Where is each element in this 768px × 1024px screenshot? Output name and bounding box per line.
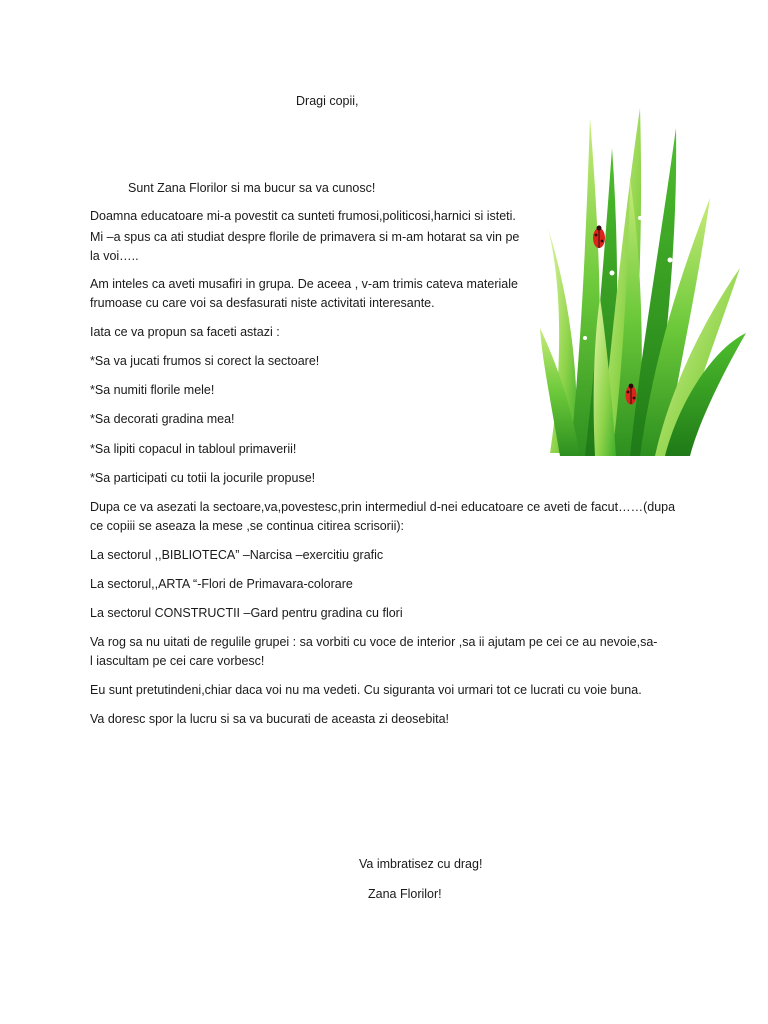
paragraph-line: Va doresc spor la lucru si sa va bucurati de aceasta zi deosebita!	[90, 712, 449, 726]
paragraph-line: Eu sunt pretutindeni,chiar daca voi nu ma vedeti. Cu siguranta voi urmari tot ce lucrati cu voie buna.	[90, 683, 642, 697]
sector-item: La sectorul,,ARTA “-Flori de Primavara-colorare	[90, 577, 353, 591]
signature: Zana Florilor!	[368, 887, 442, 901]
greeting: Dragi copii,	[296, 94, 359, 108]
paragraph-line: la voi…..	[90, 249, 139, 263]
paragraph-line: Iata ce va propun sa faceti astazi :	[90, 325, 280, 339]
sector-item: La sectorul CONSTRUCTII –Gard pentru gradina cu flori	[90, 606, 403, 620]
grass-with-ladybugs-icon	[540, 98, 746, 458]
task-item: *Sa participati cu totii la jocurile propuse!	[90, 471, 316, 485]
intro-line: Sunt Zana Florilor si ma bucur sa va cunosc!	[128, 181, 376, 195]
task-item: *Sa lipiti copacul in tabloul primaverii!	[90, 442, 297, 456]
paragraph-line: Mi –a spus ca ati studiat despre florile de primavera si m-am hotarat sa vin pe	[90, 230, 520, 244]
task-item: *Sa va jucati frumos si corect la sectoare!	[90, 354, 320, 368]
paragraph-line: ce copiii se aseaza la mese ,se continua citirea scrisorii):	[90, 519, 405, 533]
paragraph-line: Am inteles ca aveti musafiri in grupa. De aceea , v-am trimis cateva materiale	[90, 277, 518, 291]
task-item: *Sa numiti florile mele!	[90, 383, 215, 397]
paragraph-line: frumoase cu care voi sa desfasurati niste activitati interesante.	[90, 296, 435, 310]
paragraph-line: Dupa ce va asezati la sectoare,va,povestesc,prin intermediul d-nei educatoare ce aveti de facut……(dupa	[90, 500, 676, 514]
closing-line: Va imbratisez cu drag!	[359, 857, 483, 871]
task-item: *Sa decorati gradina mea!	[90, 412, 235, 426]
paragraph-line: l iascultam pe cei care vorbesc!	[90, 654, 265, 668]
sector-item: La sectorul ,,BIBLIOTECA” –Narcisa –exercitiu grafic	[90, 548, 384, 562]
paragraph-line: Va rog sa nu uitati de regulile grupei : sa vorbiti cu voce de interior ,sa ii ajutam pe cei ce au nevoie,sa-	[90, 635, 658, 649]
paragraph-line: Doamna educatoare mi-a povestit ca sunteti frumosi,politicosi,harnici si isteti.	[90, 209, 516, 223]
